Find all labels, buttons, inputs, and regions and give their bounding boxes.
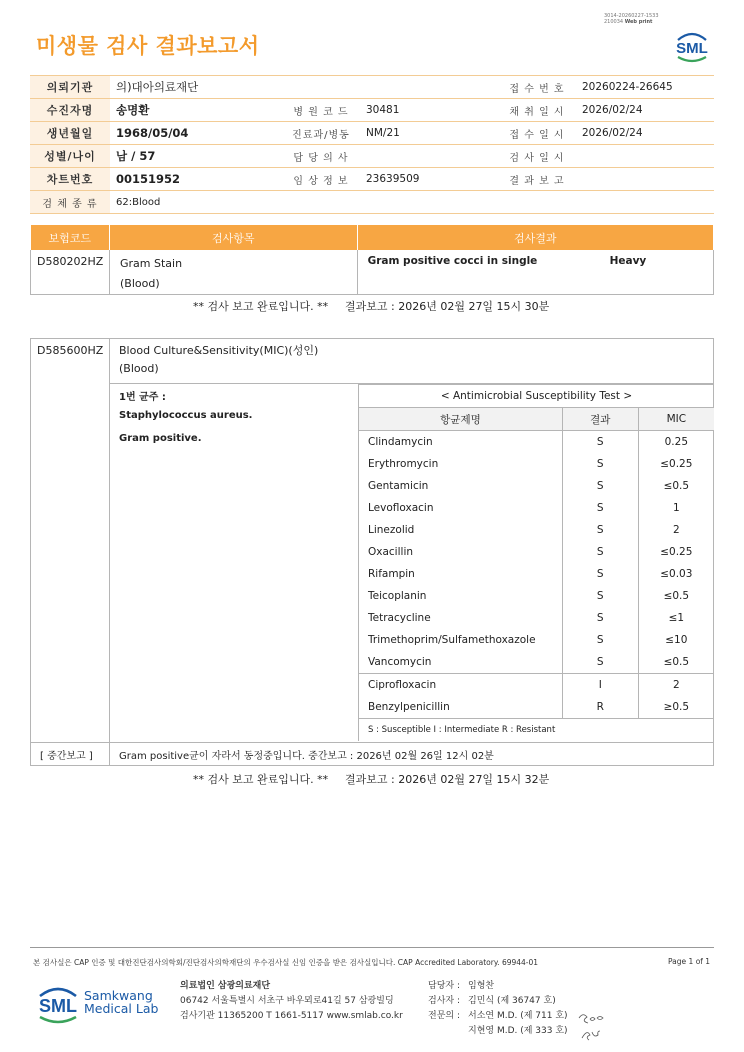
gram-result: Gram positive.: [119, 433, 202, 444]
susceptibility-result: S: [562, 519, 638, 541]
test-name: Gram Stain: [119, 257, 183, 270]
info-label: 접 수 번 호: [498, 76, 576, 99]
mic-value: ≤1: [638, 607, 714, 629]
insurance-code: D580202HZ: [31, 250, 110, 295]
info-value: 남 / 57: [110, 145, 282, 168]
web-print-label: Web print: [624, 19, 653, 25]
info-row: [30, 145, 714, 168]
drug-name: Clindamycin: [359, 431, 563, 454]
ast-title-row: [359, 385, 715, 408]
info-label: 담 당 의 사: [282, 145, 360, 168]
mic-value: ≤0.5: [638, 475, 714, 497]
info-value: NM/21: [360, 122, 498, 145]
susceptibility-result: S: [562, 563, 638, 585]
susceptibility-result: S: [562, 431, 638, 454]
complete-note: ** 검사 보고 완료입니다. **: [193, 773, 329, 786]
table-row: [359, 585, 715, 607]
col-header-code: 보험코드: [31, 225, 110, 250]
drug-name: Ciprofloxacin: [359, 674, 563, 697]
info-label: 검 체 종 류: [30, 191, 110, 214]
info-value: [576, 168, 714, 191]
susceptibility-result: S: [562, 651, 638, 674]
info-value: 2026/02/24: [576, 99, 714, 122]
complete-note: ** 검사 보고 완료입니다. **: [193, 300, 329, 313]
info-label: 의뢰기관: [30, 76, 110, 99]
drug-name: Benzylpenicillin: [359, 696, 563, 719]
test-item: [109, 250, 357, 295]
susceptibility-result: I: [562, 674, 638, 697]
drug-name: Gentamicin: [359, 475, 563, 497]
org-address: 06742 서울특별시 서초구 바우뫼로41길 57 삼광빌딩: [180, 996, 394, 1006]
svg-text:SML: SML: [676, 40, 708, 57]
susceptibility-table: [358, 384, 714, 741]
result-text: Gram positive cocci in single: [367, 255, 538, 267]
info-label: 접 수 일 시: [498, 122, 576, 145]
footer-divider: [30, 947, 714, 948]
info-row: [30, 122, 714, 145]
info-label: 생년월일: [30, 122, 110, 145]
info-label: 수진자명: [30, 99, 110, 122]
info-row: [30, 168, 714, 191]
certification-text: 본 검사실은 CAP 인증 및 대한진단검사의학회/진단검사의학재단의 우수검사실 신임 인증을 받은 검사실입니다. CAP Accredited Laboratory. 69944-01: [33, 958, 539, 967]
info-value: 23639509: [360, 168, 498, 191]
legend-text: S : Susceptible I : Intermediate R : Resistant: [359, 719, 715, 742]
info-value: 30481: [360, 99, 498, 122]
info-row: [30, 76, 714, 99]
table-row: [359, 431, 715, 454]
info-label: 검 사 일 시: [498, 145, 576, 168]
organism-name: Staphylococcus aureus.: [119, 410, 253, 421]
staff-name: 지현영 M.D. (제 333 호): [468, 1026, 568, 1036]
ast-title: < Antimicrobial Susceptibility Test >: [359, 385, 715, 408]
logo-text: SML: [39, 996, 77, 1016]
staff-label: 검사자 :: [428, 996, 460, 1006]
table-row: [359, 475, 715, 497]
mic-value: ≤0.5: [638, 651, 714, 674]
mic-value: ≤0.25: [638, 453, 714, 475]
col-header-result: 결과: [562, 408, 638, 431]
table-row: [359, 651, 715, 674]
table-row: [359, 607, 715, 629]
table-row: [359, 519, 715, 541]
sml-logo-icon: [672, 26, 712, 64]
susceptibility-result: S: [562, 453, 638, 475]
info-value: 00151952: [110, 168, 282, 191]
col-header-drug: 항균제명: [359, 408, 563, 431]
susceptibility-result: S: [562, 541, 638, 563]
info-label: 성별/나이: [30, 145, 110, 168]
susceptibility-result: S: [562, 475, 638, 497]
org-info: [180, 979, 403, 1024]
mic-value: 1: [638, 497, 714, 519]
susceptibility-result: S: [562, 585, 638, 607]
table-row: [359, 541, 715, 563]
staff-name: 서소연 M.D. (제 711 호): [468, 1011, 568, 1021]
table-row: [359, 497, 715, 519]
mic-value: 2: [638, 674, 714, 697]
susceptibility-result: R: [562, 696, 638, 719]
info-value: 의)대아의료재단: [110, 76, 498, 99]
table-row: [359, 696, 715, 719]
staff-label: 전문의 :: [428, 1011, 460, 1021]
drug-name: Oxacillin: [359, 541, 563, 563]
test-name: Blood Culture&Sensitivity(MIC)(성인): [119, 344, 319, 357]
info-row: [30, 191, 714, 214]
susceptibility-result: S: [562, 497, 638, 519]
info-label: 채 취 일 시: [498, 99, 576, 122]
table-row: [359, 563, 715, 585]
drug-name: Teicoplanin: [359, 585, 563, 607]
test-result: [357, 250, 713, 295]
drug-name: Levofloxacin: [359, 497, 563, 519]
brand-line-2: Medical Lab: [84, 1001, 159, 1016]
result-grade: Heavy: [609, 255, 647, 267]
info-label: 병 원 코 드: [282, 99, 360, 122]
info-label: 차트번호: [30, 168, 110, 191]
report-time: 결과보고 : 2026년 02월 27일 15시 32분: [345, 773, 550, 786]
susceptibility-result: S: [562, 629, 638, 651]
info-label: 임 상 정 보: [282, 168, 360, 191]
patient-info-table: [30, 75, 714, 214]
signature-icon: [576, 1008, 610, 1044]
interim-text: Gram positive균이 자라서 동정중입니다. 중간보고 : 2026년 02월 26일 12시 02분: [119, 751, 494, 762]
staff-name: 김민식 (제 36747 호): [468, 996, 556, 1006]
page-title: 미생물 검사 결과보고서: [36, 34, 260, 58]
doc-code-1: 3014-20260227-1533: [604, 13, 659, 19]
interim-label: [ 중간보고 ]: [40, 751, 93, 762]
mic-value: 0.25: [638, 431, 714, 454]
specimen-type: (Blood): [119, 277, 160, 290]
report-time: 결과보고 : 2026년 02월 27일 15시 30분: [345, 300, 550, 313]
page-number: Page 1 of 1: [668, 957, 711, 966]
info-value: 20260224-26645: [576, 76, 714, 99]
table-row: [359, 453, 715, 475]
drug-name: Erythromycin: [359, 453, 563, 475]
doc-code-2: 210034: [604, 19, 624, 25]
mic-value: ≤0.25: [638, 541, 714, 563]
drug-name: Vancomycin: [359, 651, 563, 674]
susceptibility-result: S: [562, 607, 638, 629]
info-value: 62:Blood: [110, 191, 714, 214]
org-name: 의료법인 삼광의료재단: [180, 981, 271, 991]
table-row: [359, 629, 715, 651]
mic-value: ≥0.5: [638, 696, 714, 719]
col-header-result: 검사결과: [357, 225, 713, 250]
brand-name: [84, 989, 158, 1015]
info-value: [576, 145, 714, 168]
sml-logo-icon: [34, 980, 82, 1026]
drug-name: Rifampin: [359, 563, 563, 585]
org-contact: 검사기관 11365200 T 1661-5117 www.smlab.co.kr: [180, 1011, 403, 1021]
staff-label: 담당자 :: [428, 981, 460, 991]
col-header-mic: MIC: [638, 408, 714, 431]
drug-name: Trimethoprim/Sulfamethoxazole: [359, 629, 563, 651]
table-row: [31, 250, 714, 295]
info-value: 2026/02/24: [576, 122, 714, 145]
info-value: 송명환: [110, 99, 282, 122]
insurance-code: D585600HZ: [37, 344, 104, 357]
staff-name: 임형찬: [468, 981, 495, 991]
legend-row: [359, 719, 715, 742]
strain-label: 1번 균주 :: [119, 392, 166, 403]
document-code: [604, 13, 659, 25]
divider: [30, 742, 714, 743]
gram-stain-table: [30, 225, 714, 295]
mic-value: ≤10: [638, 629, 714, 651]
info-value: 1968/05/04: [110, 122, 282, 145]
mic-value: ≤0.03: [638, 563, 714, 585]
drug-name: Linezolid: [359, 519, 563, 541]
staff-labels: [428, 979, 460, 1024]
mic-value: 2: [638, 519, 714, 541]
col-header-item: 검사항목: [109, 225, 357, 250]
divider: [109, 338, 110, 766]
info-value: [360, 145, 498, 168]
info-row: [30, 99, 714, 122]
ast-header-row: [359, 408, 715, 431]
info-label: 진료과/병동: [282, 122, 360, 145]
specimen-type: (Blood): [119, 362, 159, 375]
brand-line-1: Samkwang: [84, 988, 153, 1003]
mic-value: ≤0.5: [638, 585, 714, 607]
drug-name: Tetracycline: [359, 607, 563, 629]
staff-names: [468, 979, 568, 1039]
table-row: [359, 674, 715, 697]
info-label: 결 과 보 고: [498, 168, 576, 191]
